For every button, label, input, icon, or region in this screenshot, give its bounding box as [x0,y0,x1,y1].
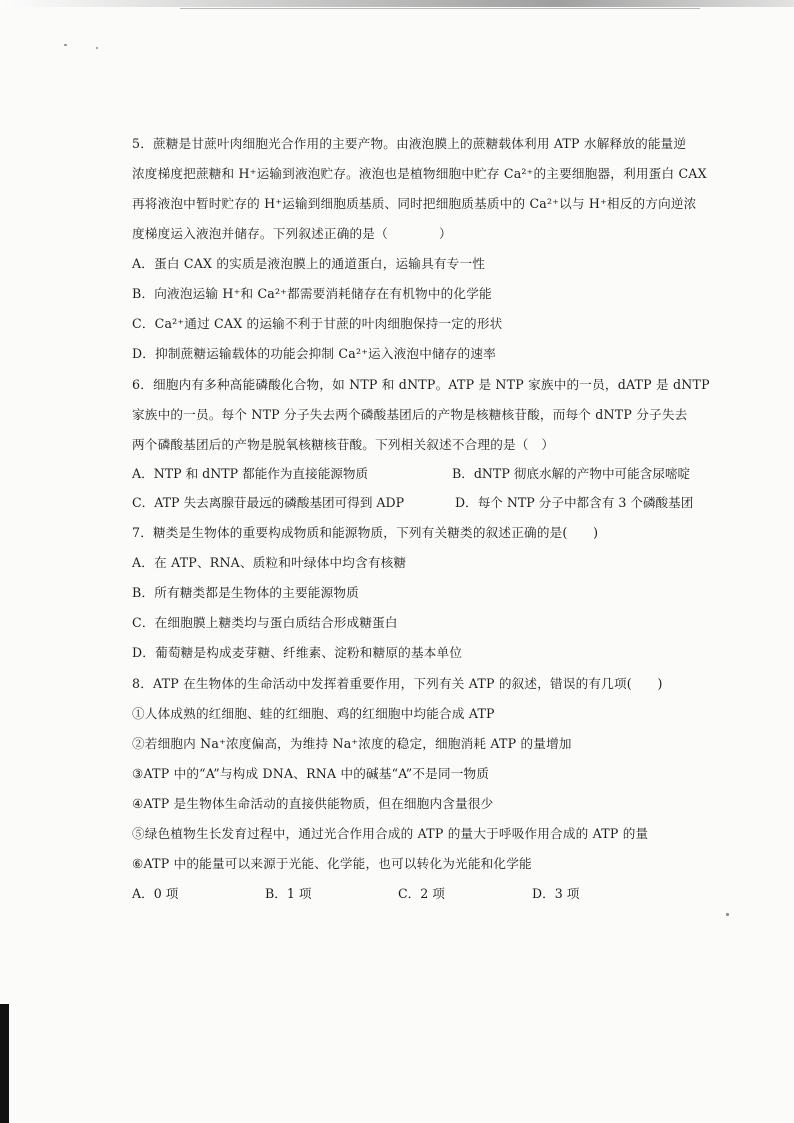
q5-stem-line-3: 再将液泡中暂时贮存的 H⁺运输到细胞质基质、同时把细胞质基质中的 Ca²⁺以与 H⁺相反的方向逆浓 [132,196,697,211]
q5-stem-line-4: 度梯度运入液泡并储存。下列叙述正确的是（ ） [132,226,452,241]
q8-option-b: B．1 项 [265,886,312,901]
q7-stem: 7．糖类是生物体的重要构成物质和能源物质，下列有关糖类的叙述正确的是( ) [132,525,599,540]
q7-option-d: D．葡萄糖是构成麦芽糖、纤维素、淀粉和糖原的基本单位 [132,645,463,660]
q5-option-c: C．Ca²⁺通过 CAX 的运输不利于甘蔗的叶肉细胞保持一定的形状 [132,316,503,331]
q6-option-b: B．dNTP 彻底水解的产物中可能含尿嘧啶 [452,466,691,481]
q5-option-d: D．抑制蔗糖运输载体的功能会抑制 Ca²⁺运入液泡中储存的速率 [132,346,496,361]
q6-stem-line-2: 家族中的一员。每个 NTP 分子失去两个磷酸基团后的产物是核糖核苷酸，而每个 dNTP 分子失去 [132,407,688,422]
q6-stem-line-1: 6．细胞内有多种高能磷酸化合物，如 NTP 和 dNTP。ATP 是 NTP 家族中的一员，dATP 是 dNTP [132,377,710,392]
q6-stem-line-3: 两个磷酸基团后的产物是脱氧核糖核苷酸。下列相关叙述不合理的是（ ） [132,437,555,452]
q5-stem-line-1: 5．蔗糖是甘蔗叶肉细胞光合作用的主要产物。由液泡膜上的蔗糖载体利用 ATP 水解释放的能量逆 [132,136,687,151]
q5-option-b: B．向液泡运输 H⁺和 Ca²⁺都需要消耗储存在有机物中的化学能 [132,286,492,301]
q5-option-a: A．蛋白 CAX 的实质是液泡膜上的通道蛋白，运输具有专一性 [132,256,486,271]
q8-item-2: ②若细胞内 Na⁺浓度偏高，为维持 Na⁺浓度的稳定，细胞消耗 ATP 的量增加 [132,736,572,751]
q7-option-b: B．所有糖类都是生物体的主要能源物质 [132,585,359,600]
q8-stem: 8．ATP 在生物体的生命活动中发挥着重要作用，下列有关 ATP 的叙述，错误的有几项( ) [132,676,663,691]
q8-item-4: ④ATP 是生物体生命活动的直接供能物质，但在细胞内含量很少 [132,796,494,811]
q5-stem-line-2: 浓度梯度把蔗糖和 H⁺运输到液泡贮存。液泡也是植物细胞中贮存 Ca²⁺的主要细胞器，利用蛋白 CAX [132,166,707,181]
q7-option-a: A．在 ATP、RNA、质粒和叶绿体中均含有核糖 [132,555,407,570]
q8-item-3: ③ATP 中的“A”与构成 DNA、RNA 中的碱基“A”不是同一物质 [132,766,490,781]
q6-option-c: C．ATP 失去离腺苷最远的磷酸基团可得到 ADP [132,495,405,510]
q8-option-c: C．2 项 [398,886,445,901]
q8-item-1: ①人体成熟的红细胞、蛙的红细胞、鸡的红细胞中均能合成 ATP [132,706,495,721]
q8-item-6: ⑥ATP 中的能量可以来源于光能、化学能，也可以转化为光能和化学能 [132,856,532,871]
q8-option-a: A．0 项 [132,886,179,901]
q8-option-d: D．3 项 [532,886,580,901]
q6-option-d: D．每个 NTP 分子中都含有 3 个磷酸基团 [455,495,694,510]
q7-option-c: C．在细胞膜上糖类均与蛋白质结合形成糖蛋白 [132,615,398,630]
q6-option-a: A．NTP 和 dNTP 都能作为直接能源物质 [132,466,369,481]
q8-item-5: ⑤绿色植物生长发育过程中，通过光合作用合成的 ATP 的量大于呼吸作用合成的 ATP 的量 [132,826,649,841]
